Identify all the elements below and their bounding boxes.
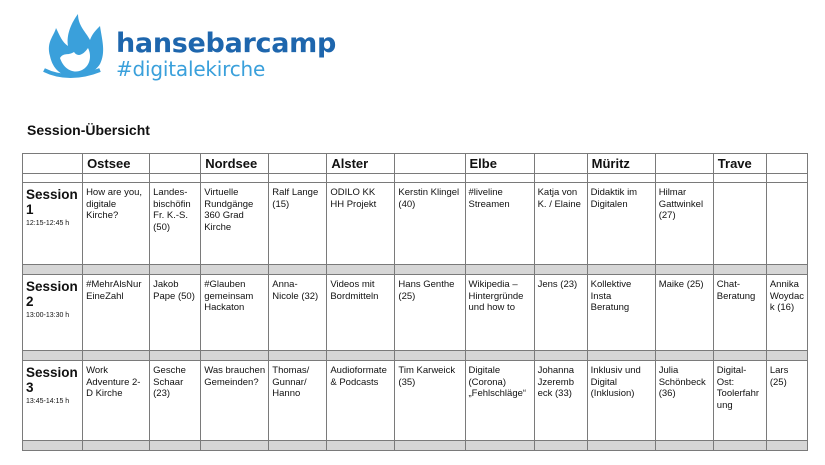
room-header: Trave <box>713 154 766 174</box>
logo-title: hansebarcamp <box>116 28 336 59</box>
session-host: Julia Schönbeck (36) <box>655 361 713 441</box>
session-title: Audioformate & Podcasts <box>327 361 395 441</box>
session-title: #liveline Streamen <box>465 183 534 265</box>
session-table <box>22 153 808 451</box>
session-label: Session 2 13:00-13:30 h <box>23 275 83 351</box>
session-title: Wikipedia – Hintergründe und how to <box>465 275 534 351</box>
table-row <box>23 183 808 265</box>
room-header-row <box>23 154 808 174</box>
session-title: #Glauben gemeinsam Hackaton <box>201 275 269 351</box>
session-title: Kollektive Insta Beratung <box>587 275 655 351</box>
session-host: Anna-Nicole (32) <box>269 275 327 351</box>
room-header: Elbe <box>465 154 534 174</box>
session-host: Landes-bischöfin Fr. K.-S. (50) <box>150 183 201 265</box>
logo <box>40 12 336 82</box>
session-host <box>766 183 807 265</box>
session-host: Ralf Lange (15) <box>269 183 327 265</box>
room-header: Ostsee <box>83 154 150 174</box>
session-title: Digital-Ost: Toolerfahrung <box>713 361 766 441</box>
session-title: Was brauchen Gemeinden? <box>201 361 269 441</box>
session-host: Annika Woydack (16) <box>766 275 807 351</box>
session-host: Hans Genthe (25) <box>395 275 465 351</box>
logo-subtitle: #digitalekirche <box>116 57 266 81</box>
session-host: Johanna Jzeremb eck (33) <box>534 361 587 441</box>
room-header: Müritz <box>587 154 655 174</box>
session-title <box>713 183 766 265</box>
session-title: How are you, digitale Kirche? <box>83 183 150 265</box>
room-header: Nordsee <box>201 154 269 174</box>
flame-icon <box>40 12 110 82</box>
session-title: Virtuelle Rundgänge 360 Grad Kirche <box>201 183 269 265</box>
session-host: Hilmar Gattwinkel (27) <box>655 183 713 265</box>
session-host: Kerstin Klingel (40) <box>395 183 465 265</box>
page-title: Session-Übersicht <box>27 122 150 138</box>
session-host: Jakob Pape (50) <box>150 275 201 351</box>
header-corner <box>23 154 83 174</box>
session-host: Gesche Schaar (23) <box>150 361 201 441</box>
session-title: Inklusiv und Digital (Inklusion) <box>587 361 655 441</box>
table-row <box>23 361 808 441</box>
session-title: Videos mit Bordmitteln <box>327 275 395 351</box>
session-host: Maike (25) <box>655 275 713 351</box>
session-title: Work Adventure 2-D Kirche <box>83 361 150 441</box>
table-row <box>23 275 808 351</box>
session-host: Katja von K. / Elaine <box>534 183 587 265</box>
session-title: #MehrAlsNur EineZahl <box>83 275 150 351</box>
session-host: Jens (23) <box>534 275 587 351</box>
session-title: ODILO KK HH Projekt <box>327 183 395 265</box>
session-label: Session 3 13:45-14:15 h <box>23 361 83 441</box>
session-label: Session 1 12:15-12:45 h <box>23 183 83 265</box>
session-title: Digitale (Corona) „Fehlschläge“ <box>465 361 534 441</box>
session-title: Chat-Beratung <box>713 275 766 351</box>
session-host: Tim Karweick (35) <box>395 361 465 441</box>
room-header: Alster <box>327 154 395 174</box>
session-host: Thomas/ Gunnar/ Hanno <box>269 361 327 441</box>
session-host: Lars (25) <box>766 361 807 441</box>
session-title: Didaktik im Digitalen <box>587 183 655 265</box>
